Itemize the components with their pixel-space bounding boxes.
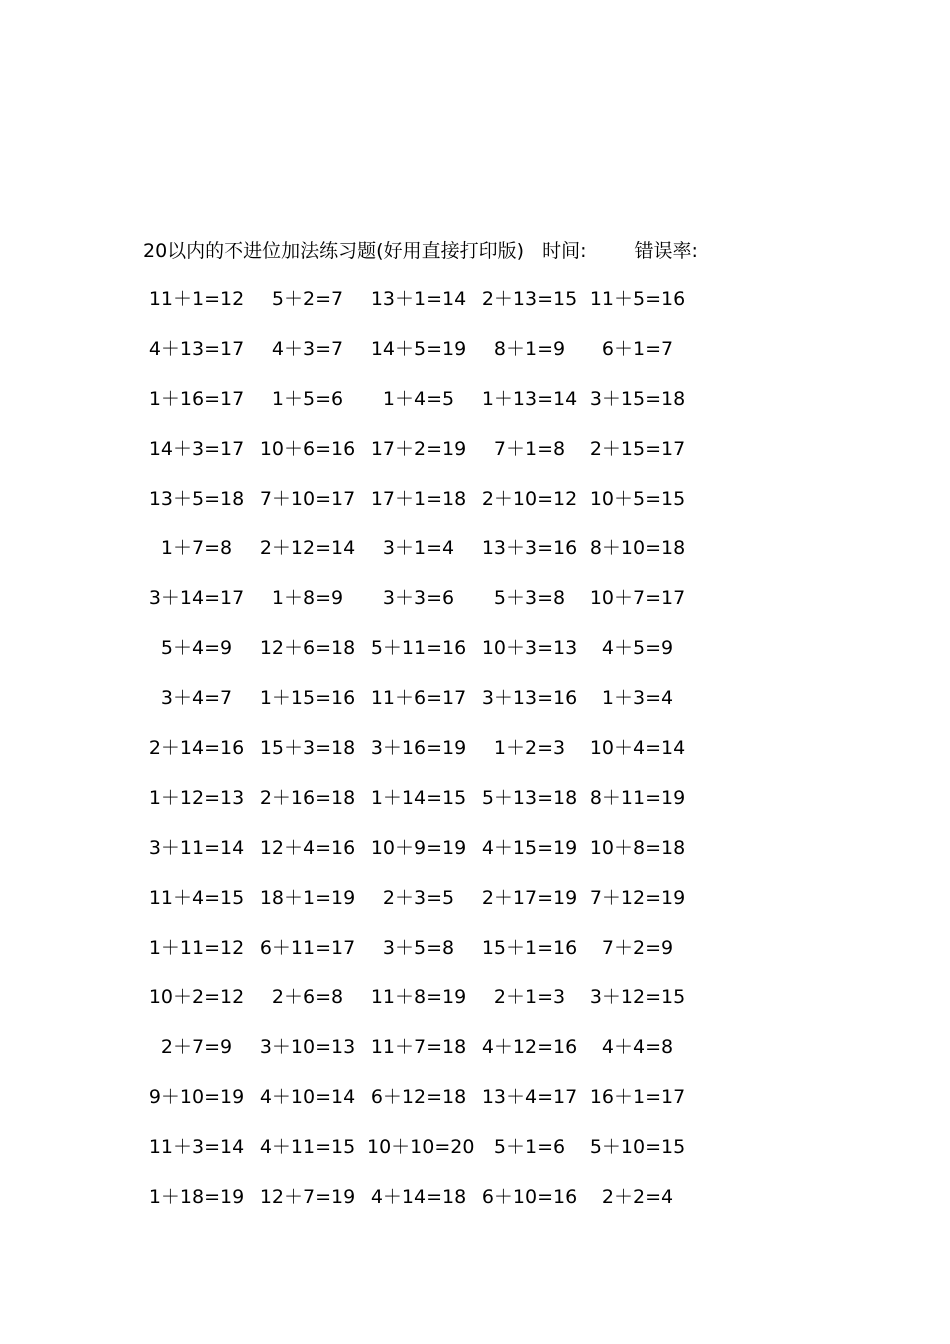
addition-problem: 2＋7=9 xyxy=(160,1036,233,1059)
addition-problem: 8＋10=18 xyxy=(589,537,686,560)
addition-problem: 10＋6=16 xyxy=(259,437,356,460)
addition-problem: 3＋5=8 xyxy=(382,936,455,959)
addition-problem: 8＋1=9 xyxy=(493,337,566,360)
addition-problem: 1＋4=5 xyxy=(382,387,455,410)
addition-problem: 1＋8=9 xyxy=(271,587,344,610)
addition-problem: 3＋11=14 xyxy=(148,836,245,859)
addition-problem: 3＋13=16 xyxy=(481,687,578,710)
addition-problem: 17＋2=19 xyxy=(370,437,467,460)
addition-problem: 9＋10=19 xyxy=(148,1086,245,1109)
addition-problem: 7＋1=8 xyxy=(493,437,566,460)
problem-row xyxy=(145,384,705,434)
addition-problem: 11＋4=15 xyxy=(148,886,245,909)
addition-problem: 12＋7=19 xyxy=(259,1186,356,1209)
addition-problem: 11＋5=16 xyxy=(589,288,686,310)
addition-problem: 15＋3=18 xyxy=(259,737,356,760)
problem-row xyxy=(145,883,705,933)
problem-row xyxy=(145,683,705,733)
addition-problem: 5＋13=18 xyxy=(481,786,578,809)
addition-problem: 4＋14=18 xyxy=(370,1186,467,1209)
addition-problem: 14＋3=17 xyxy=(148,437,245,460)
worksheet-title: 20以内的不进位加法练习题(好用直接打印版) xyxy=(143,240,525,262)
addition-problem: 18＋1=19 xyxy=(259,886,356,909)
addition-problem: 5＋1=6 xyxy=(493,1136,566,1159)
addition-problem: 3＋12=15 xyxy=(589,986,686,1009)
problem-row xyxy=(145,1032,705,1082)
addition-problem: 17＋1=18 xyxy=(370,487,467,510)
addition-problem: 16＋1=17 xyxy=(589,1086,686,1109)
addition-problem: 5＋3=8 xyxy=(493,587,566,610)
addition-problem: 5＋11=16 xyxy=(370,637,467,660)
addition-problem: 11＋7=18 xyxy=(370,1036,467,1059)
addition-problem: 10＋7=17 xyxy=(589,587,686,610)
addition-problem: 4＋10=14 xyxy=(259,1086,356,1109)
worksheet-header xyxy=(143,236,698,266)
addition-problem: 6＋12=18 xyxy=(370,1086,467,1109)
error-rate-label: 错误率: xyxy=(634,240,698,262)
addition-problem: 13＋5=18 xyxy=(148,487,245,510)
addition-problem: 7＋10=17 xyxy=(259,487,356,510)
addition-problem: 2＋1=3 xyxy=(493,986,566,1009)
problem-row xyxy=(145,484,705,534)
addition-problem: 1＋2=3 xyxy=(493,737,566,760)
problem-row xyxy=(145,783,705,833)
addition-problem: 1＋3=4 xyxy=(601,687,674,710)
addition-problem: 2＋2=4 xyxy=(601,1186,674,1209)
addition-problem: 10＋2=12 xyxy=(148,986,245,1009)
addition-problem: 2＋10=12 xyxy=(481,487,578,510)
addition-problem: 4＋4=8 xyxy=(601,1036,674,1059)
addition-problem: 3＋10=13 xyxy=(259,1036,356,1059)
addition-problem: 1＋14=15 xyxy=(370,786,467,809)
addition-problem: 7＋2=9 xyxy=(601,936,674,959)
addition-problem: 1＋18=19 xyxy=(148,1186,245,1209)
addition-problem: 2＋15=17 xyxy=(589,437,686,460)
addition-problem: 10＋4=14 xyxy=(589,737,686,760)
problem-row xyxy=(145,733,705,783)
addition-problem: 2＋3=5 xyxy=(382,886,455,909)
time-label: 时间: xyxy=(542,240,587,262)
addition-problem: 3＋14=17 xyxy=(148,587,245,610)
addition-problem: 10＋3=13 xyxy=(481,637,578,660)
addition-problem: 13＋1=14 xyxy=(370,288,467,310)
problem-row xyxy=(145,334,705,384)
problem-row xyxy=(145,533,705,583)
addition-problem: 12＋6=18 xyxy=(259,637,356,660)
addition-problem: 2＋13=15 xyxy=(481,288,578,310)
addition-problem: 10＋5=15 xyxy=(589,487,686,510)
addition-problem: 15＋1=16 xyxy=(481,936,578,959)
addition-problem: 8＋11=19 xyxy=(589,786,686,809)
problem-row xyxy=(145,933,705,983)
addition-problem: 4＋13=17 xyxy=(148,337,245,360)
addition-problem: 7＋12=19 xyxy=(589,886,686,909)
addition-problem: 2＋17=19 xyxy=(481,886,578,909)
addition-problem: 3＋3=6 xyxy=(382,587,455,610)
addition-problem: 1＋13=14 xyxy=(481,387,578,410)
addition-problem: 2＋6=8 xyxy=(271,986,344,1009)
addition-problem: 14＋5=19 xyxy=(370,337,467,360)
addition-problem: 11＋8=19 xyxy=(370,986,467,1009)
addition-problem: 5＋4=9 xyxy=(160,637,233,660)
addition-problem: 1＋12=13 xyxy=(148,786,245,809)
problem-row xyxy=(145,982,705,1032)
addition-problem: 11＋3=14 xyxy=(148,1136,245,1159)
problem-row xyxy=(145,583,705,633)
addition-problem: 1＋16=17 xyxy=(148,387,245,410)
addition-problem: 2＋14=16 xyxy=(148,737,245,760)
addition-problem: 4＋15=19 xyxy=(481,836,578,859)
addition-problem: 5＋10=15 xyxy=(589,1136,686,1159)
addition-problem: 6＋1=7 xyxy=(601,337,674,360)
addition-problem: 6＋10=16 xyxy=(481,1186,578,1209)
addition-problem: 10＋8=18 xyxy=(589,836,686,859)
problem-row xyxy=(145,833,705,883)
problem-grid xyxy=(145,284,705,1232)
addition-problem: 12＋4=16 xyxy=(259,836,356,859)
problem-row xyxy=(145,284,705,334)
addition-problem: 3＋4=7 xyxy=(160,687,233,710)
addition-problem: 2＋12=14 xyxy=(259,537,356,560)
problem-row xyxy=(145,1082,705,1132)
problem-row xyxy=(145,1132,705,1182)
addition-problem: 4＋11=15 xyxy=(259,1136,356,1159)
problem-row xyxy=(145,1182,705,1232)
addition-problem: 4＋3=7 xyxy=(271,337,344,360)
addition-problem: 6＋11=17 xyxy=(259,936,356,959)
addition-problem: 3＋1=4 xyxy=(382,537,455,560)
problem-row xyxy=(145,434,705,484)
addition-problem: 3＋16=19 xyxy=(370,737,467,760)
addition-problem: 3＋15=18 xyxy=(589,387,686,410)
addition-problem: 1＋15=16 xyxy=(259,687,356,710)
addition-problem: 10＋9=19 xyxy=(370,836,467,859)
addition-problem: 4＋5=9 xyxy=(601,637,674,660)
addition-problem: 11＋1=12 xyxy=(148,288,245,310)
addition-problem: 1＋7=8 xyxy=(160,537,233,560)
addition-problem: 11＋6=17 xyxy=(370,687,467,710)
addition-problem: 4＋12=16 xyxy=(481,1036,578,1059)
addition-problem: 13＋4=17 xyxy=(481,1086,578,1109)
addition-problem: 13＋3=16 xyxy=(481,537,578,560)
addition-problem: 2＋16=18 xyxy=(259,786,356,809)
addition-problem: 1＋11=12 xyxy=(148,936,245,959)
addition-problem: 5＋2=7 xyxy=(271,288,344,310)
addition-problem: 10＋10=20 xyxy=(367,1136,475,1159)
addition-problem: 1＋5=6 xyxy=(271,387,344,410)
problem-row xyxy=(145,633,705,683)
